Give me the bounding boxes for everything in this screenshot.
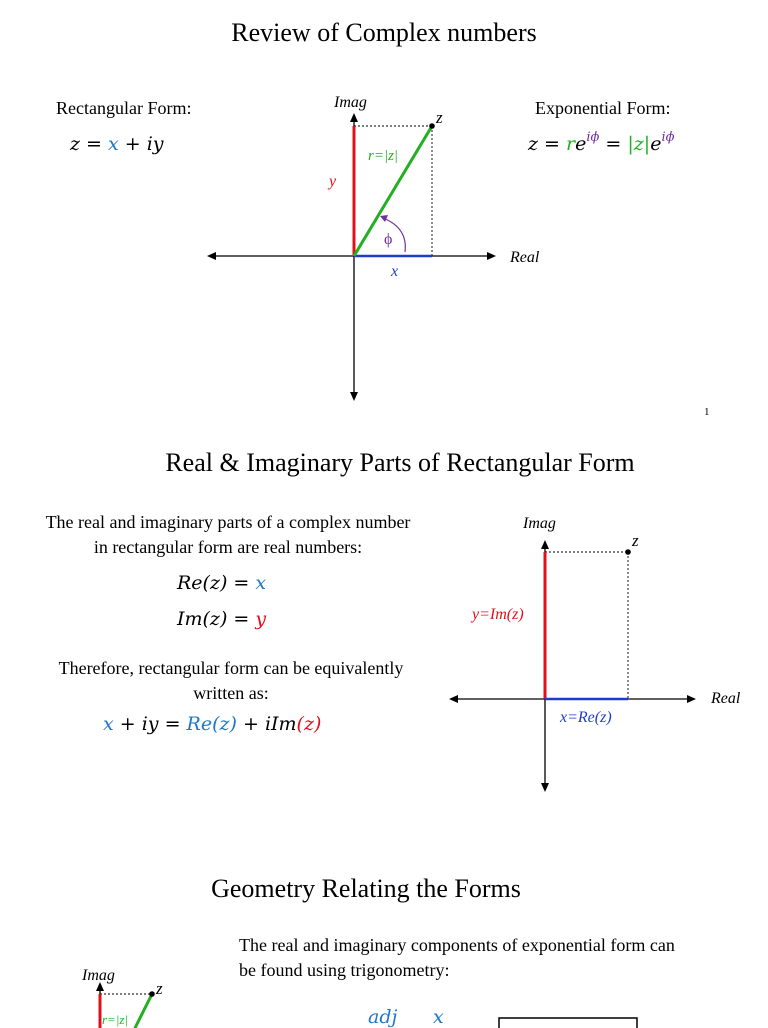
page-number: 1 — [704, 406, 710, 418]
y-label: y — [329, 173, 337, 190]
rectangular-form-label: Rectangular Form: — [56, 98, 192, 118]
eq-iy: iy — [141, 713, 159, 735]
slide2-title: Real & Imaginary Parts of Rectangular Form — [165, 448, 635, 477]
eq-plus-2: + — [236, 713, 265, 735]
result-box — [499, 1018, 637, 1028]
slide1-title: Review of Complex numbers — [231, 18, 537, 47]
eq-equals: = — [538, 133, 567, 155]
eq-re: Re — [186, 713, 213, 735]
slide3-title: Geometry Relating the Forms — [211, 874, 521, 903]
imag-axis-label: Imag — [82, 967, 115, 984]
eq-iim: iIm — [264, 713, 297, 735]
eq-equals: = — [80, 133, 109, 155]
im-rhs: y — [255, 608, 267, 630]
slide2-para1-line2: in rectangular form are real numbers: — [93, 537, 363, 557]
real-axis-label: Real — [711, 690, 741, 707]
slide2-para2-line1: Therefore, rectangular form can be equivalently — [58, 658, 404, 678]
eq-z: z — [70, 133, 81, 155]
real-axis-label: Real — [510, 249, 540, 266]
eq-plus: + — [118, 133, 147, 155]
eq-exponent: iϕ — [586, 130, 600, 145]
re-lhs: Re(z) — [177, 572, 228, 594]
eq-r: r — [566, 133, 576, 155]
r-label: r=|z| — [102, 1012, 129, 1027]
slide2-para1-line1: The real and imaginary parts of a complex number — [45, 512, 411, 532]
eq-abs-z: |z| — [627, 133, 651, 155]
eq-equals-2: = — [599, 133, 628, 155]
eq-exponent-2: iϕ — [661, 130, 675, 145]
slide2-para2-line2: written as: — [193, 683, 269, 703]
re-rhs: x — [255, 572, 267, 594]
slide3-para-line1: The real and imaginary components of exponential form can — [239, 935, 675, 955]
y-label: y=Im(z) — [472, 606, 524, 623]
frac-x-numerator: x — [433, 1006, 444, 1028]
z-label: z — [436, 108, 443, 127]
eq-equals: = — [158, 713, 187, 735]
eq-im-arg: (z) — [296, 713, 322, 735]
eq-iy: iy — [146, 133, 164, 155]
exponential-form-label: Exponential Form: — [535, 98, 671, 118]
phi-label: ϕ — [384, 231, 393, 248]
r-label: r=|z| — [368, 148, 399, 164]
im-lhs: Im(z) — [177, 608, 228, 630]
re-equals: = — [227, 572, 256, 594]
z-label: z — [632, 531, 639, 550]
slide3-para-line2: be found using trigonometry: — [239, 960, 450, 980]
eq-z: z — [528, 133, 539, 155]
imag-axis-label: Imag — [334, 94, 367, 111]
im-equals: = — [227, 608, 256, 630]
r-vector-line — [134, 994, 152, 1028]
imag-axis-label: Imag — [523, 515, 556, 532]
z-point — [149, 991, 155, 997]
eq-e: e — [575, 133, 587, 155]
eq-x: x — [108, 133, 119, 155]
eq-e-2: e — [650, 133, 662, 155]
eq-re-arg: (z) — [212, 713, 237, 735]
x-label: x — [391, 263, 399, 280]
x-label: x=Re(z) — [560, 709, 612, 726]
eq-x: x — [103, 713, 114, 735]
frac-adj-numerator: adj — [368, 1006, 398, 1028]
z-label: z — [156, 979, 163, 998]
eq-plus: + — [113, 713, 142, 735]
